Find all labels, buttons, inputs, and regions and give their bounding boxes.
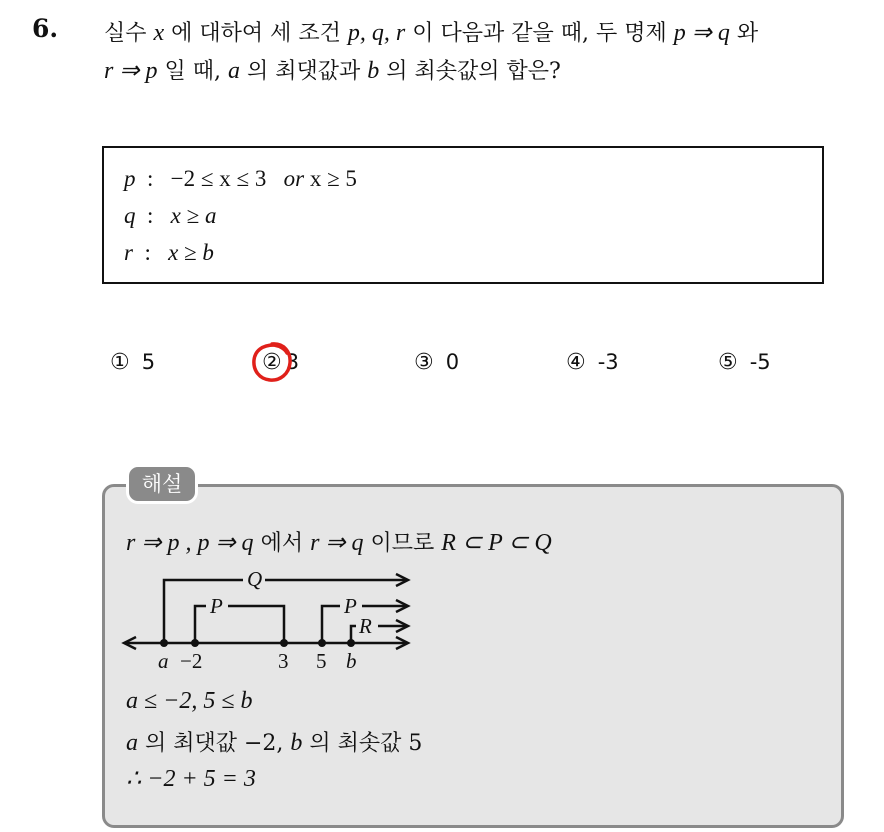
label-q: Q: [247, 567, 263, 591]
label-p-ray: P: [344, 594, 357, 618]
condition-p: p : −2 ≤ x ≤ 3 or x ≥ 5: [124, 166, 357, 191]
point-3: [280, 639, 288, 647]
choice-4[interactable]: ④ -3: [566, 350, 619, 375]
point-5: [318, 639, 326, 647]
selected-answer-circle: [250, 340, 294, 384]
condition-q: q : x ≥ a: [124, 203, 217, 228]
conditions-box: [102, 146, 824, 284]
tick-a: a: [158, 649, 169, 672]
question-line-2: r ⇒ p 일 때, a 의 최댓값과 b 의 최솟값의 합은?: [104, 58, 561, 84]
label-p-segment: P: [210, 594, 223, 618]
choice-3[interactable]: ③ 0: [414, 350, 460, 375]
solution-line-2: a ≤ −2, 5 ≤ b: [126, 688, 253, 714]
solution-tab: 해설: [126, 464, 198, 504]
choice-2[interactable]: ② 3: [262, 350, 300, 375]
condition-r: r : x ≥ b: [124, 240, 214, 265]
question-line-1: 실수 x 에 대하여 세 조건 p, q, r 이 다음과 같을 때, 두 명제 p ⇒ q 와: [104, 20, 759, 46]
tick-neg2: −2: [180, 649, 203, 672]
tick-5: 5: [316, 649, 327, 672]
solution-line-3: a 의 최댓값 −2, b 의 최솟값 5: [126, 730, 423, 756]
tick-b: b: [346, 649, 357, 672]
point-b: [347, 639, 355, 647]
point-a: [160, 639, 168, 647]
choice-1[interactable]: ① 5: [110, 350, 156, 375]
number-line-diagram: [118, 562, 428, 672]
tick-3: 3: [278, 649, 289, 672]
choice-5[interactable]: ⑤ -5: [718, 350, 771, 375]
question-number: 6.: [32, 14, 59, 43]
solution-line-1: r ⇒ p , p ⇒ q 에서 r ⇒ q 이므로 R ⊂ P ⊂ Q: [126, 530, 552, 556]
label-r: R: [359, 614, 372, 638]
solution-line-4: ∴ −2 + 5 = 3: [126, 766, 256, 792]
point-neg2: [191, 639, 199, 647]
